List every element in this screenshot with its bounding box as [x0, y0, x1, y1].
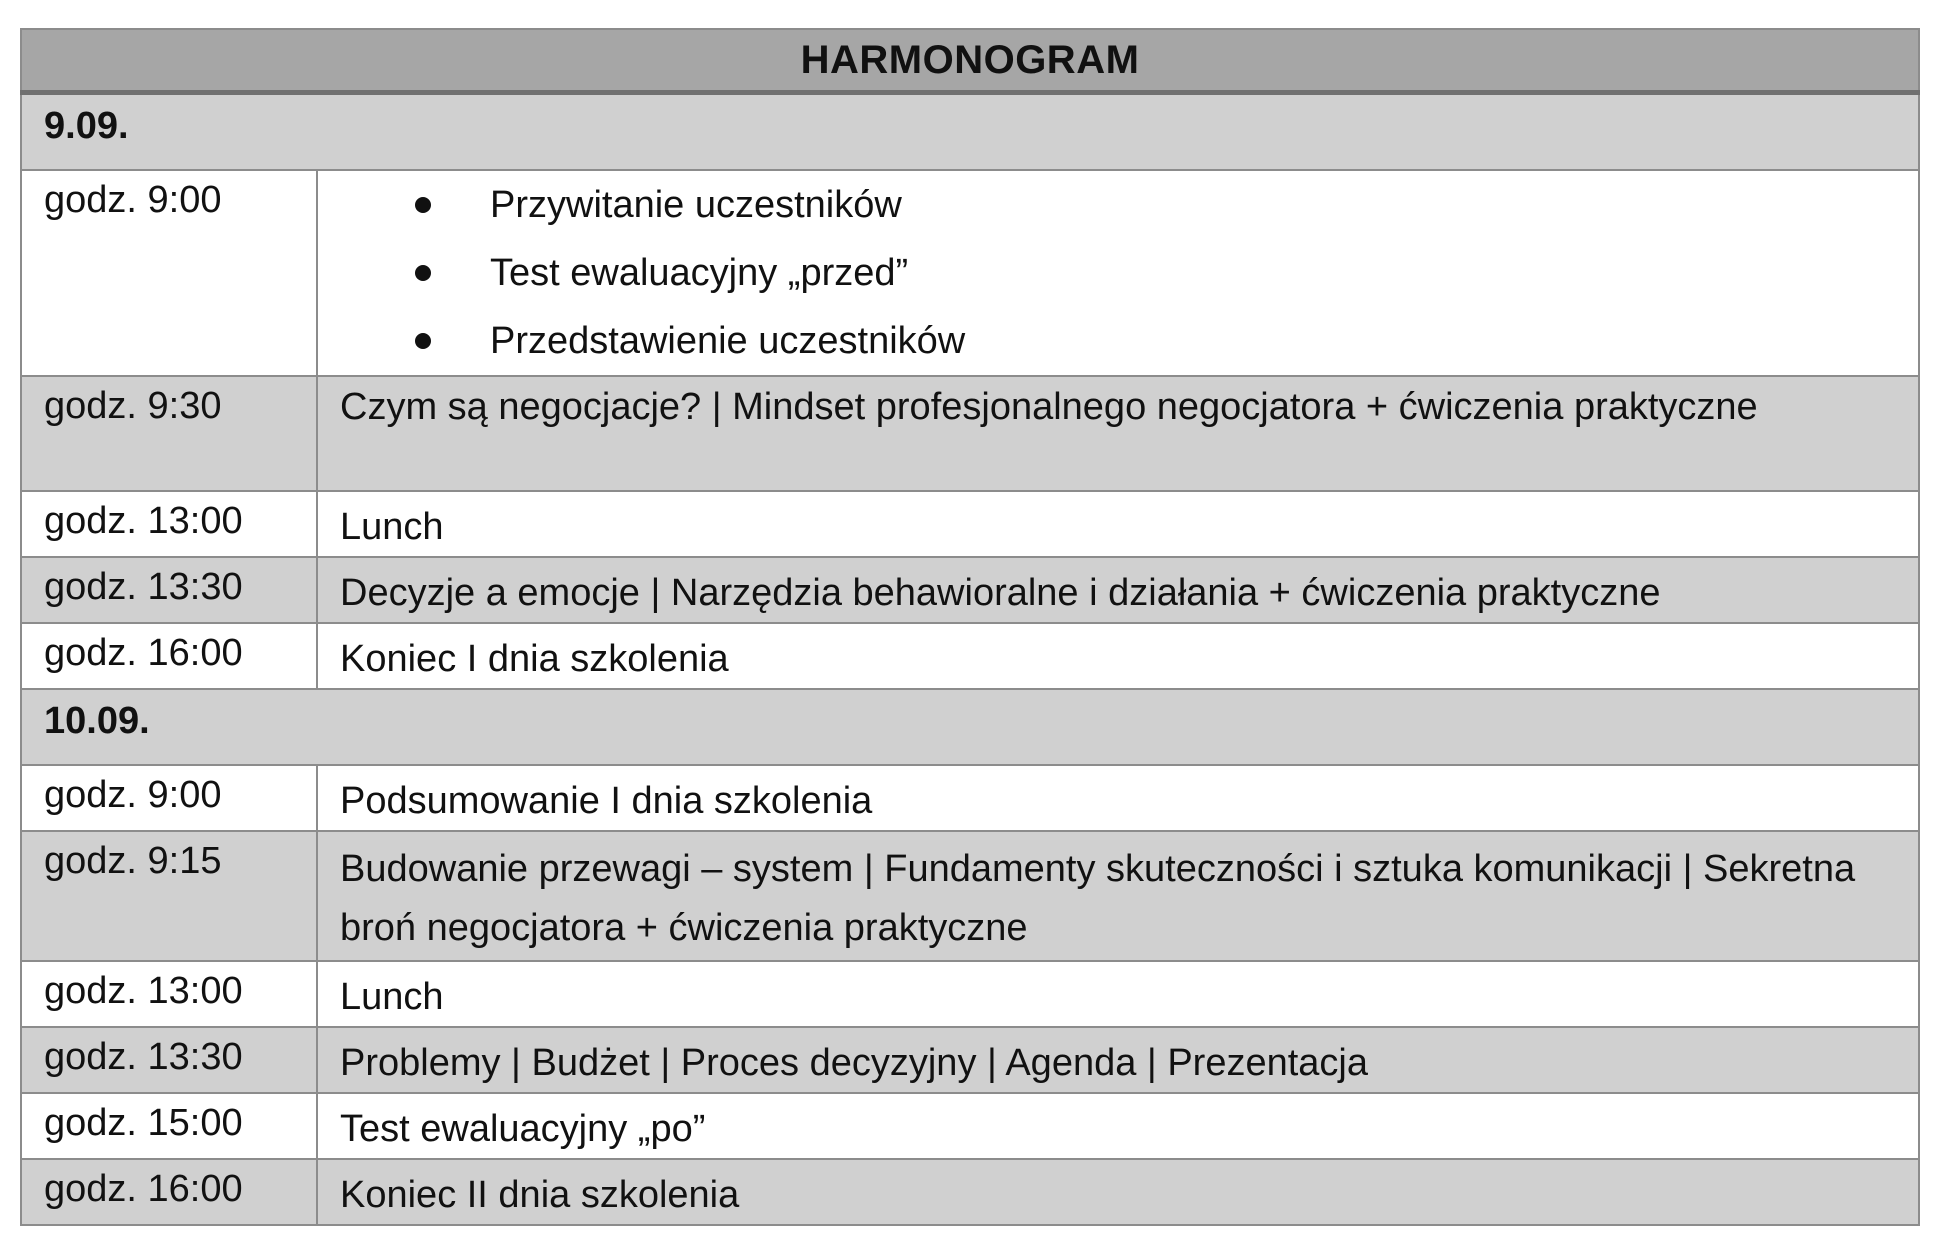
schedule-title: HARMONOGRAM [21, 29, 1919, 93]
table-row [21, 376, 1919, 491]
time-cell: godz. 9:15 [21, 831, 317, 961]
time-cell: godz. 13:00 [21, 491, 317, 557]
table-row [21, 1093, 1919, 1159]
time-cell: godz. 13:30 [21, 557, 317, 623]
bullet-icon [415, 197, 431, 213]
activity-cell: Test ewaluacyjny „po” [317, 1093, 1919, 1159]
activity-cell: Budowanie przewagi – system | Fundamenty skuteczności i sztuka komunikacji | Sekretna broń negocjatora + ćwiczenia praktyczne [317, 831, 1919, 961]
bullet-icon [415, 333, 431, 349]
activity-cell: Koniec II dnia szkolenia [317, 1159, 1919, 1225]
time-cell: godz. 9:30 [21, 376, 317, 491]
table-row [21, 491, 1919, 557]
activity-cell: Lunch [317, 491, 1919, 557]
table-row [21, 765, 1919, 831]
table-row [21, 1027, 1919, 1093]
day-date-heading: 10.09. [21, 689, 1919, 765]
activity-cell: Czym są negocjacje? | Mindset profesjonalnego negocjatora + ćwiczenia praktyczne [317, 376, 1919, 491]
time-cell: godz. 9:00 [21, 765, 317, 831]
table-row [21, 1159, 1919, 1225]
time-cell: godz. 13:30 [21, 1027, 317, 1093]
schedule-table [20, 28, 1920, 1226]
table-row [21, 961, 1919, 1027]
list-item: Przedstawienie uczestników [415, 307, 1898, 375]
activity-cell: Lunch [317, 961, 1919, 1027]
activity-cell: Decyzje a emocje | Narzędzia behawioralne i działania + ćwiczenia praktyczne [317, 557, 1919, 623]
time-cell: godz. 15:00 [21, 1093, 317, 1159]
activity-cell [317, 170, 1919, 376]
table-row [21, 831, 1919, 961]
schedule-document [20, 28, 1918, 1226]
list-item: Przywitanie uczestników [415, 171, 1898, 239]
day-date-heading: 9.09. [21, 93, 1919, 171]
time-cell: godz. 16:00 [21, 623, 317, 689]
list-item: Test ewaluacyjny „przed” [415, 239, 1898, 307]
activity-cell: Koniec I dnia szkolenia [317, 623, 1919, 689]
activity-cell: Podsumowanie I dnia szkolenia [317, 765, 1919, 831]
time-cell: godz. 16:00 [21, 1159, 317, 1225]
table-row [21, 557, 1919, 623]
table-row [21, 170, 1919, 376]
activity-bullet-list [340, 171, 1898, 375]
table-row [21, 623, 1919, 689]
activity-cell: Problemy | Budżet | Proces decyzyjny | Agenda | Prezentacja [317, 1027, 1919, 1093]
bullet-icon [415, 265, 431, 281]
time-cell: godz. 13:00 [21, 961, 317, 1027]
time-cell: godz. 9:00 [21, 170, 317, 376]
